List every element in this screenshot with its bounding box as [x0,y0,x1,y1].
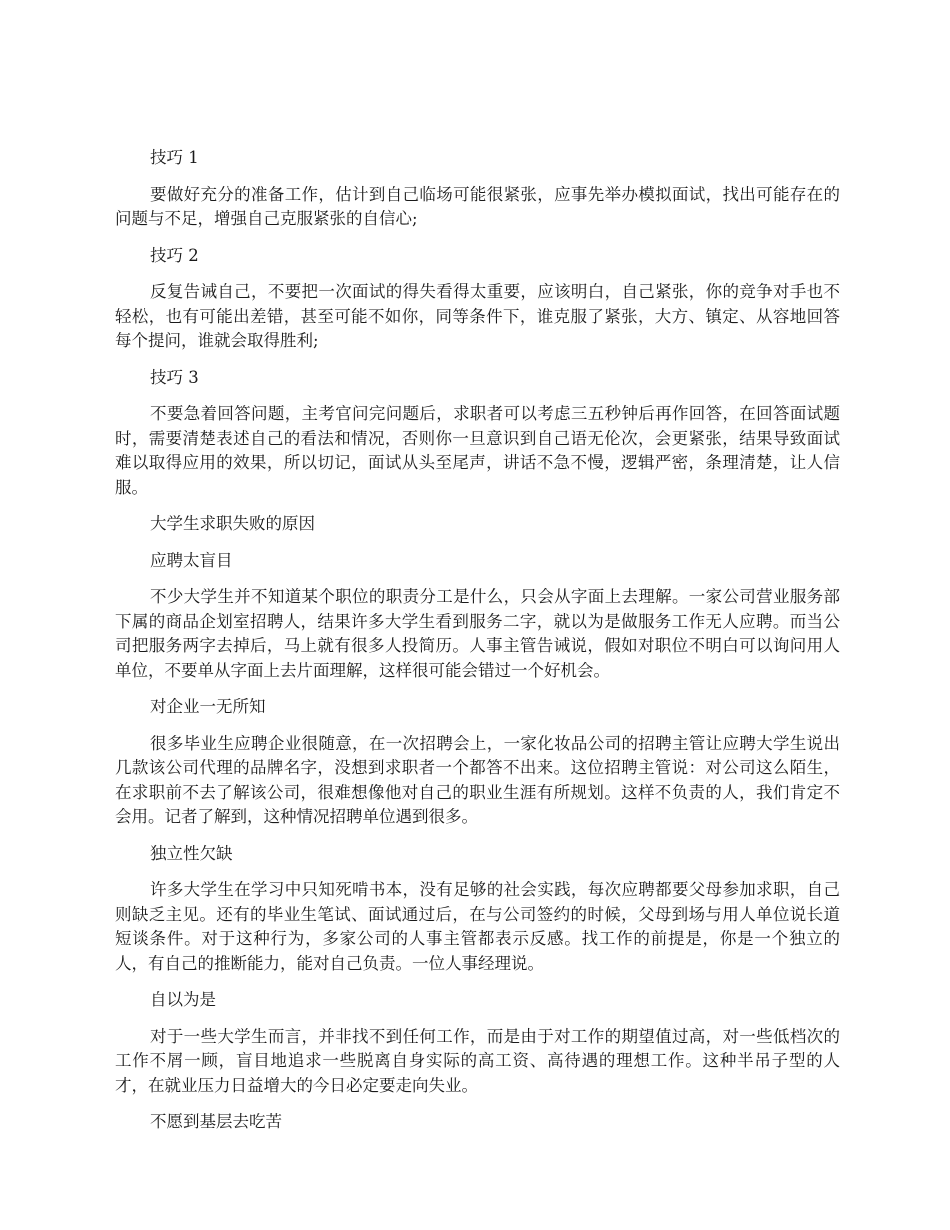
section-heading-failure-reasons: 大学生求职失败的原因 [150,514,315,533]
section-heading-tip-1: 技巧 1 [150,148,199,167]
section-heading-unknown-company: 对企业一无所知 [150,697,266,716]
paragraph-tip-3: 不要急着回答问题，主考官问完问题后，求职者可以考虑三五秒钟后再作回答，在回答面试题时，需要清楚表述自己的看法和情况，否则你一旦意识到自己语无伦次，会更紧张，结果导致面试难以取得应用的效果，所以切记，面试从头至尾声，讲话不急不慢，逻辑严密，条理清楚，让人信服。 [115,404,840,497]
paragraph-blind-application: 不少大学生并不知道某个职位的职责分工是什么，只会从字面上去理解。一家公司营业服务部下属的商品企划室招聘人，结果许多大学生看到服务二字，就以为是做服务工作无人应聘。而当公司把服务两字去掉后，马上就有很多人投简历。人事主管告诫说，假如对职位不明白可以询问用人单位，不要单从字面上去片面理解，这样很可能会错过一个好机会。 [115,587,840,680]
section-heading-lack-independence: 独立性欠缺 [150,843,233,863]
section-heading-conceit: 自以为是 [150,990,216,1009]
section-heading-grassroots: 不愿到基层去吃苦 [150,1112,282,1131]
section-heading-tip-3: 技巧 3 [150,367,199,387]
paragraph-unknown-company: 很多毕业生应聘企业很随意，在一次招聘会上，一家化妆品公司的招聘主管让应聘大学生说出几款该公司代理的品牌名字，没想到求职者一个都答不出来。这位招聘主管说：对公司这么陌生，在求职前不去了解该公司，很难想像他对自己的职业生涯有所规划。这样不负责的人，我们肯定不会用。记者了解到，这种情况招聘单位遇到很多。 [115,733,840,826]
section-heading-blind-application: 应聘太盲目 [150,550,233,570]
paragraph-lack-independence: 许多大学生在学习中只知死啃书本，没有足够的社会实践，每次应聘都要父母参加求职，自己则缺乏主见。还有的毕业生笔试、面试通过后，在与公司签约的时候，父母到场与用人单位说长道短谈条件。对于这种行为，多家公司的人事主管都表示反感。找工作的前提是，你是一个独立的人，有自己的推断能力，能对自己负责。一位人事经理说。 [115,880,840,973]
paragraph-tip-2: 反复告诫自己，不要把一次面试的得失看得太重要，应该明白，自己紧张，你的竞争对手也不轻松，也有可能出差错，甚至可能不如你，同等条件下，谁克服了紧张，大方、镇定、从容地回答每个提问，谁就会取得胜利; [115,282,840,350]
document-page [115,146,840,1147]
paragraph-conceit: 对于一些大学生而言，并非找不到任何工作，而是由于对工作的期望值过高，对一些低档次的工作不屑一顾，盲目地追求一些脱离自身实际的高工资、高待遇的理想工作。这种半吊子型的人才，在就业压力日益增大的今日必定要走向失业。 [115,1026,840,1095]
paragraph-tip-1: 要做好充分的准备工作，估计到自己临场可能很紧张，应事先举办模拟面试，找出可能存在的问题与不足，增强自己克服紧张的自信心; [115,184,840,228]
section-heading-tip-2: 技巧 2 [150,245,199,265]
